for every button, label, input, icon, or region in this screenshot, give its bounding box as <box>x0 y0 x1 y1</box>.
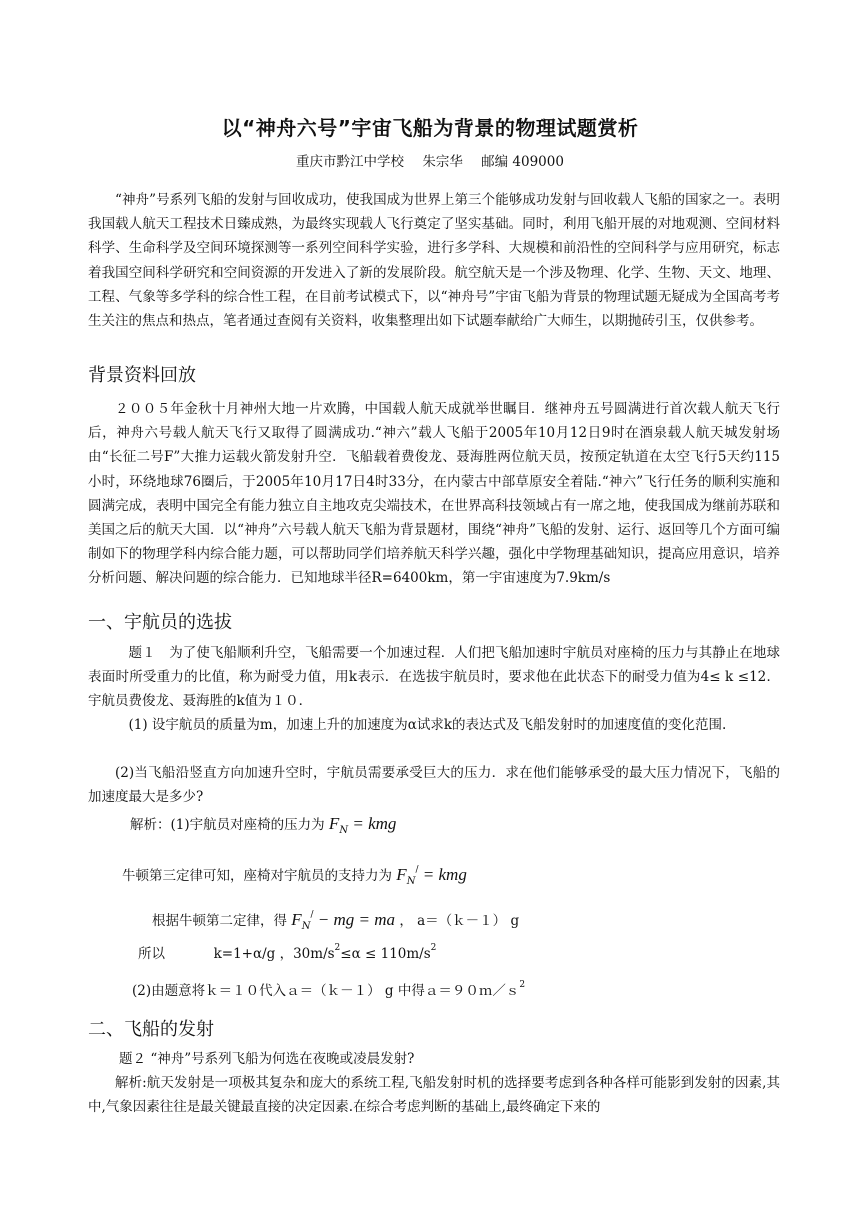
solution-line-5 <box>132 973 525 1003</box>
section-heading-1: 一、宇航员的选拔 <box>88 612 232 633</box>
force-subscript: N <box>301 921 311 932</box>
intro-paragraph: “神舟”号系列飞船的发射与回收成功，使我国成为世界上第三个能够成功发射与回收载人飞船的国家之一。表明我国载人航天工程技术日臻成熟，为最终实现载人飞行奠定了坚实基础。同时，利用飞船开展的对地观测、空间材料科学、生命科学及空间环境探测等一系列空间科学实验，进行多学科、大规模和前沿性的空间科学与应用研究，标志着我国空间科学研究和空间资源的开发进入了新的发展阶段。航空航天是一个涉及物理、化学、生物、天文、地理、工程、气象等多学科的综合性工程，在目前考试模式下，以“神舟号”宇宙飞船为背景的物理试题无疑成为全国高考考生关注的焦点和热点，笔者通过查阅有关资料，收集整理出如下试题奉献给广大师生，以期抛砖引玉，仅供参考。 <box>88 192 780 330</box>
solution-line-3 <box>152 903 519 939</box>
background-paragraph: ２００５年金秋十月神州大地一片欢腾，中国载人航天成就举世瞩目．继神舟五号圆满进行首次载人航天飞行后，神舟六号载人航天飞行又取得了圆满成功.“神六”载人飞船于2005年10月12日9时在酒泉载人航天城发射场由“长征二号F”大推力运载火箭发射升空．飞船载着费俊龙、聂海胜两位航天员，按预定轨道在太空飞行5天约115小时，环绕地球76圈后，于2005年10月17日4时33分，在内蒙古中部草原安全着陆.“神六”飞行任务的顺利实施和圆满完成，表明中国完全有能力独立自主地攻克尖端技术，在世界高科技领域占有一席之地，使我国成为继前苏联和美国之后的航天大国．以“神舟”六号载人航天飞船为背景题材，围绕“神舟”飞船的发射、运行、返回等几个方面可编制如下的物理学科内综合能力题，可以帮助同学们培养航天科学兴趣，强化中学物理基础知识，提高应用意识，培养分析问题、解决问题的综合能力．已知地球半径R=6400km，第一宇宙速度为7.9km/s <box>88 401 780 587</box>
question-2: 题２ “神舟”号系列飞船为何选在夜晚或凌晨发射? <box>119 1051 415 1067</box>
solution-text: ≤α ≤ 110m/s <box>340 946 431 962</box>
solution-text: k=1+α/g ，30m/s <box>213 946 335 962</box>
force-subscript: N <box>339 825 349 836</box>
force-symbol: F <box>328 814 340 833</box>
section-heading-2: 二、飞船的发射 <box>88 1019 214 1040</box>
byline-school: 重庆市黔江中学校 <box>296 154 405 170</box>
force-symbol: F <box>291 910 302 929</box>
section-heading-background: 背景资料回放 <box>88 365 196 386</box>
solution-text: (2)由题意将ｋ＝１０代入ａ＝（ｋ－１） g 中得ａ＝９０ｍ／ｓ <box>132 983 520 999</box>
question-1: 题１ 为了使飞船顺利升空，飞船需要一个加速过程．人们把飞船加速时宇航员对座椅的压力与其静止在地球表面时所受重力的比值，称为耐受力值，用k表示．在选拔宇航员时，要求他在此状态下的耐受力值为4≤ k ≤12．宇航员费俊龙、聂海胜的k值为１０． <box>88 645 780 710</box>
solution-line-2 <box>122 858 467 894</box>
solution-text: 解析：(1)宇航员对座椅的压力为 <box>130 817 325 833</box>
question-1-part-1: (1) 设宇航员的质量为m，加速上升的加速度为α试求k的表达式及飞船发射时的加速度值的变化范围. <box>128 717 727 733</box>
equation: − mg = ma <box>317 910 396 929</box>
equation: = kmg <box>352 814 397 833</box>
question-1-part-2: (2)当飞船沿竖直方向加速升空时，宇航员需要承受巨大的压力．求在他们能够承受的最大压力情况下，飞船的加速度最大是多少? <box>88 765 780 806</box>
byline-author: 朱宗华 <box>422 154 463 170</box>
solution-line-1 <box>130 812 396 843</box>
solution-text: 根据牛顿第二定律，得 <box>152 913 287 929</box>
byline-postcode: 邮编 409000 <box>481 154 564 170</box>
solution-text: 所以 <box>138 946 165 962</box>
prime-mark: / <box>415 865 419 875</box>
page-title: 以“神舟六号”宇宙飞船为背景的物理试题赏析 <box>221 116 639 140</box>
superscript: 2 <box>519 980 526 990</box>
byline <box>0 150 860 170</box>
solution-line-4 <box>138 936 436 966</box>
force-subscript: N <box>406 876 416 887</box>
equation: = kmg <box>422 865 467 884</box>
superscript: 2 <box>334 943 341 953</box>
superscript: 2 <box>430 943 437 953</box>
question-2-solution: 解析:航天发射是一项极其复杂和庞大的系统工程,飞船发射时机的选择要考虑到各种各样可能影到发射的因素,其中,气象因素往往是最关键最直接的决定因素.在综合考虑判断的基础上,最终确定下来的 <box>88 1075 780 1116</box>
solution-text: ， a＝（ｋ－１） g <box>399 913 520 929</box>
solution-text: 牛顿第三定律可知，座椅对宇航员的支持力为 <box>122 868 392 884</box>
prime-mark: / <box>310 910 314 920</box>
force-symbol: F <box>396 865 407 884</box>
